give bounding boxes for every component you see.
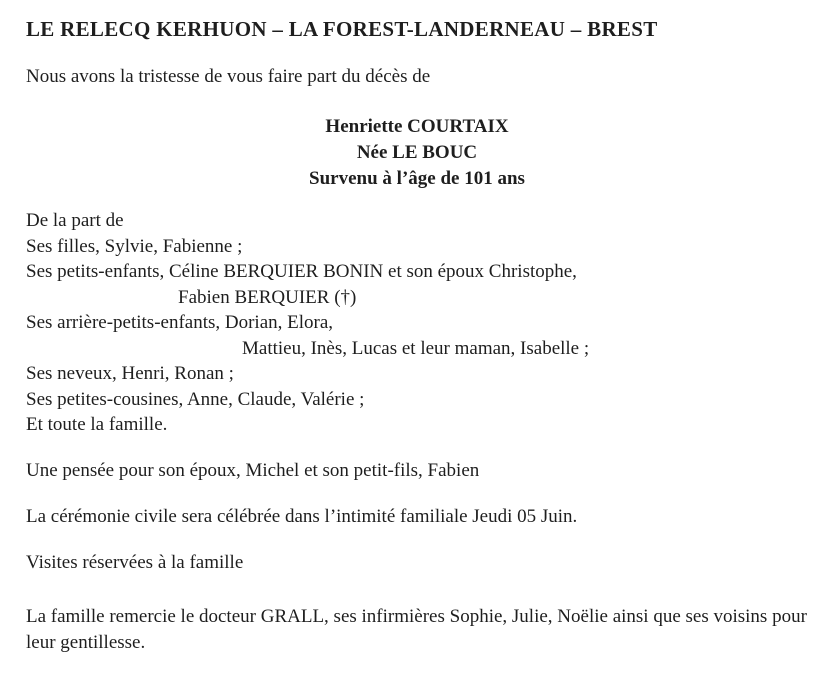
cities-header: LE RELECQ KERHUON – LA FOREST-LANDERNEAU – BREST	[26, 17, 658, 41]
ceremony-line: La cérémonie civile sera célébrée dans l’intimité familiale Jeudi 05 Juin.	[26, 505, 578, 527]
family-line-great-grandchildren: Ses arrière-petits-enfants, Dorian, Elora,	[26, 312, 334, 333]
family-line-whole-family: Et toute la famille.	[26, 414, 168, 435]
deceased-age-line: Survenu à l’âge de 101 ans	[309, 168, 525, 189]
deceased-block	[26, 114, 808, 192]
family-line-grandchildren: Ses petits-enfants, Céline BERQUIER BONIN et son époux Christophe,	[26, 261, 577, 282]
deceased-maiden-name: Née LE BOUC	[356, 142, 478, 163]
deceased-name: Henriette COURTAIX	[325, 116, 509, 137]
visits-line: Visites réservées à la famille	[26, 551, 244, 573]
family-line-daughters: Ses filles, Sylvie, Fabienne ;	[26, 235, 243, 257]
family-intro: De la part de	[26, 210, 124, 231]
family-line-nephews: Ses neveux, Henri, Ronan ;	[26, 363, 234, 384]
family-line-grandchildren-cont: Fabien BERQUIER (†)	[178, 286, 357, 308]
family-line-great-grandchildren-cont: Mattieu, Inès, Lucas et leur maman, Isabelle ;	[242, 337, 590, 359]
thanks-line: La famille remercie le docteur GRALL, ses infirmières Sophie, Julie, Noëlie ainsi que ses voisins pour leur gentillesse.	[26, 605, 807, 653]
intro-line: Nous avons la tristesse de vous faire part du décès de	[26, 66, 431, 87]
tribute-line: Une pensée pour son époux, Michel et son petit-fils, Fabien	[26, 459, 480, 481]
family-line-cousins: Ses petites-cousines, Anne, Claude, Valérie ;	[26, 388, 365, 410]
family-block	[26, 208, 808, 438]
